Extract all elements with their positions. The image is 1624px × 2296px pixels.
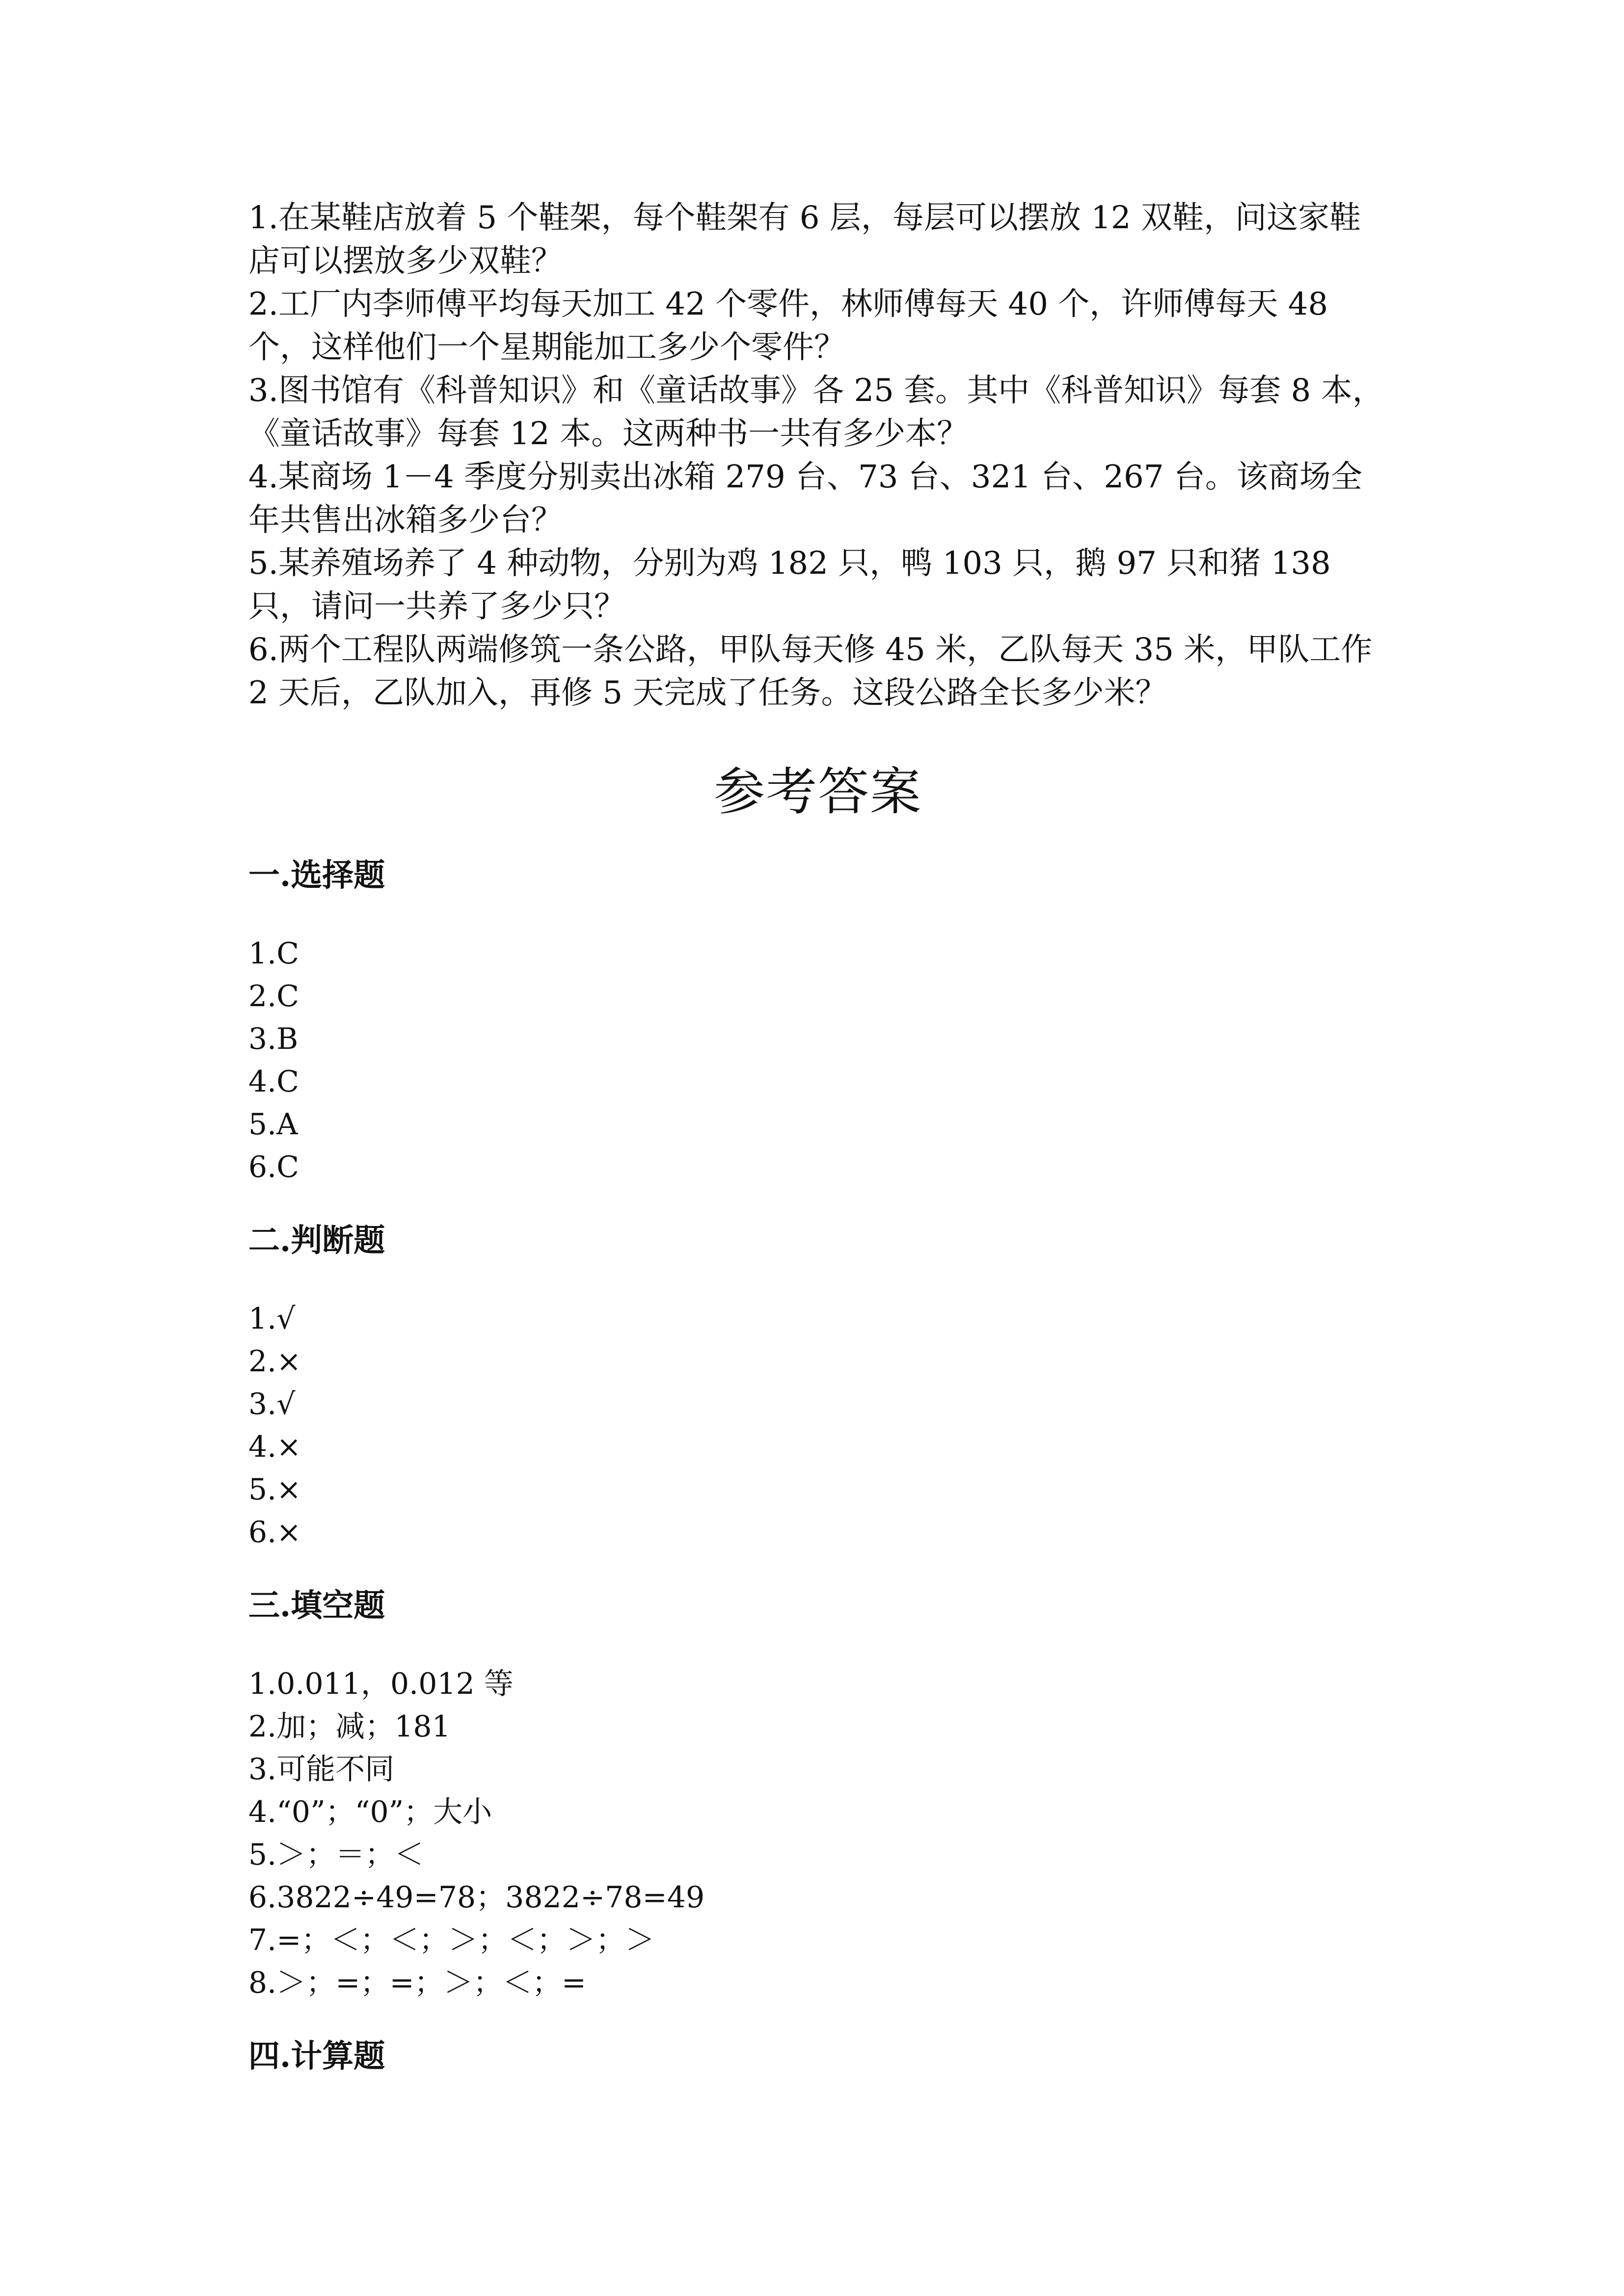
answer-item: 6.3822÷49=78；3822÷78=49 [248,1880,705,1915]
answer-list [248,1298,1387,1554]
page-content [248,196,1387,2078]
answer-item: 3.√ [248,1387,296,1421]
answer-item: 6.× [248,1515,301,1549]
section-heading: 三.填空题 [248,1587,385,1624]
answer-item: 4.× [248,1430,301,1464]
answer-item: 5.＞；＝；＜ [248,1838,424,1872]
answer-section-choice [248,854,1387,1189]
answer-item: 1.√ [248,1302,296,1336]
answer-item: 8.＞；=；=；＞；＜；= [248,1966,587,2000]
section-heading: 一.选择题 [248,857,385,894]
answer-item: 3.B [248,1022,298,1056]
answer-item: 7.=；＜；＜；＞；＜；＞；＞ [248,1923,655,1957]
problem-item: 3.图书馆有《科普知识》和《童话故事》各 25 套。其中《科普知识》每套 8 本，《童话故事》每套 12 本。这两种书一共有多少本？ [248,373,1384,452]
answer-section-fill-in [248,1584,1387,2004]
problem-item: 1.在某鞋店放着 5 个鞋架，每个鞋架有 6 层，每层可以摆放 12 双鞋，问这家鞋店可以摆放多少双鞋？ [248,200,1361,279]
answer-item: 3.可能不同 [248,1752,395,1787]
answer-item: 2.C [248,979,299,1014]
section-heading: 二.判断题 [248,1222,385,1259]
answer-item: 1.C [248,936,299,971]
answer-item: 1.0.011，0.012 等 [248,1667,514,1701]
answer-list [248,933,1387,1189]
problem-item: 2.工厂内李师傅平均每天加工 42 个零件，林师傅每天 40 个，许师傅每天 48 个，这样他们一个星期能加工多少个零件？ [248,286,1328,366]
answer-section-calculation [248,2035,1387,2078]
answer-section-true-false [248,1219,1387,1554]
answer-item: 2.加；减；181 [248,1709,451,1744]
answer-list [248,1663,1387,2004]
problem-item: 5.某养殖场养了 4 种动物，分别为鸡 182 只，鸭 103 只，鹅 97 只和猪 138 只，请问一共养了多少只？ [248,545,1331,625]
problem-item: 4.某商场 1－4 季度分别卖出冰箱 279 台、73 台、321 台、267 台。该商场全年共售出冰箱多少台？ [248,459,1362,538]
answer-item: 4.“0”；“0”；大小 [248,1795,492,1829]
answer-item: 2.× [248,1344,301,1379]
problem-item: 6.两个工程队两端修筑一条公路，甲队每天修 45 米，乙队每天 35 米，甲队工作 2 天后，乙队加入，再修 5 天完成了任务。这段公路全长多少米？ [248,632,1373,711]
answer-item: 5.A [248,1107,298,1142]
word-problem-list [248,196,1387,715]
section-heading: 四.计算题 [248,2038,385,2075]
answer-item: 6.C [248,1150,299,1184]
answer-key-title: 参考答案 [713,762,922,822]
answer-item: 5.× [248,1472,301,1507]
answer-item: 4.C [248,1065,299,1099]
